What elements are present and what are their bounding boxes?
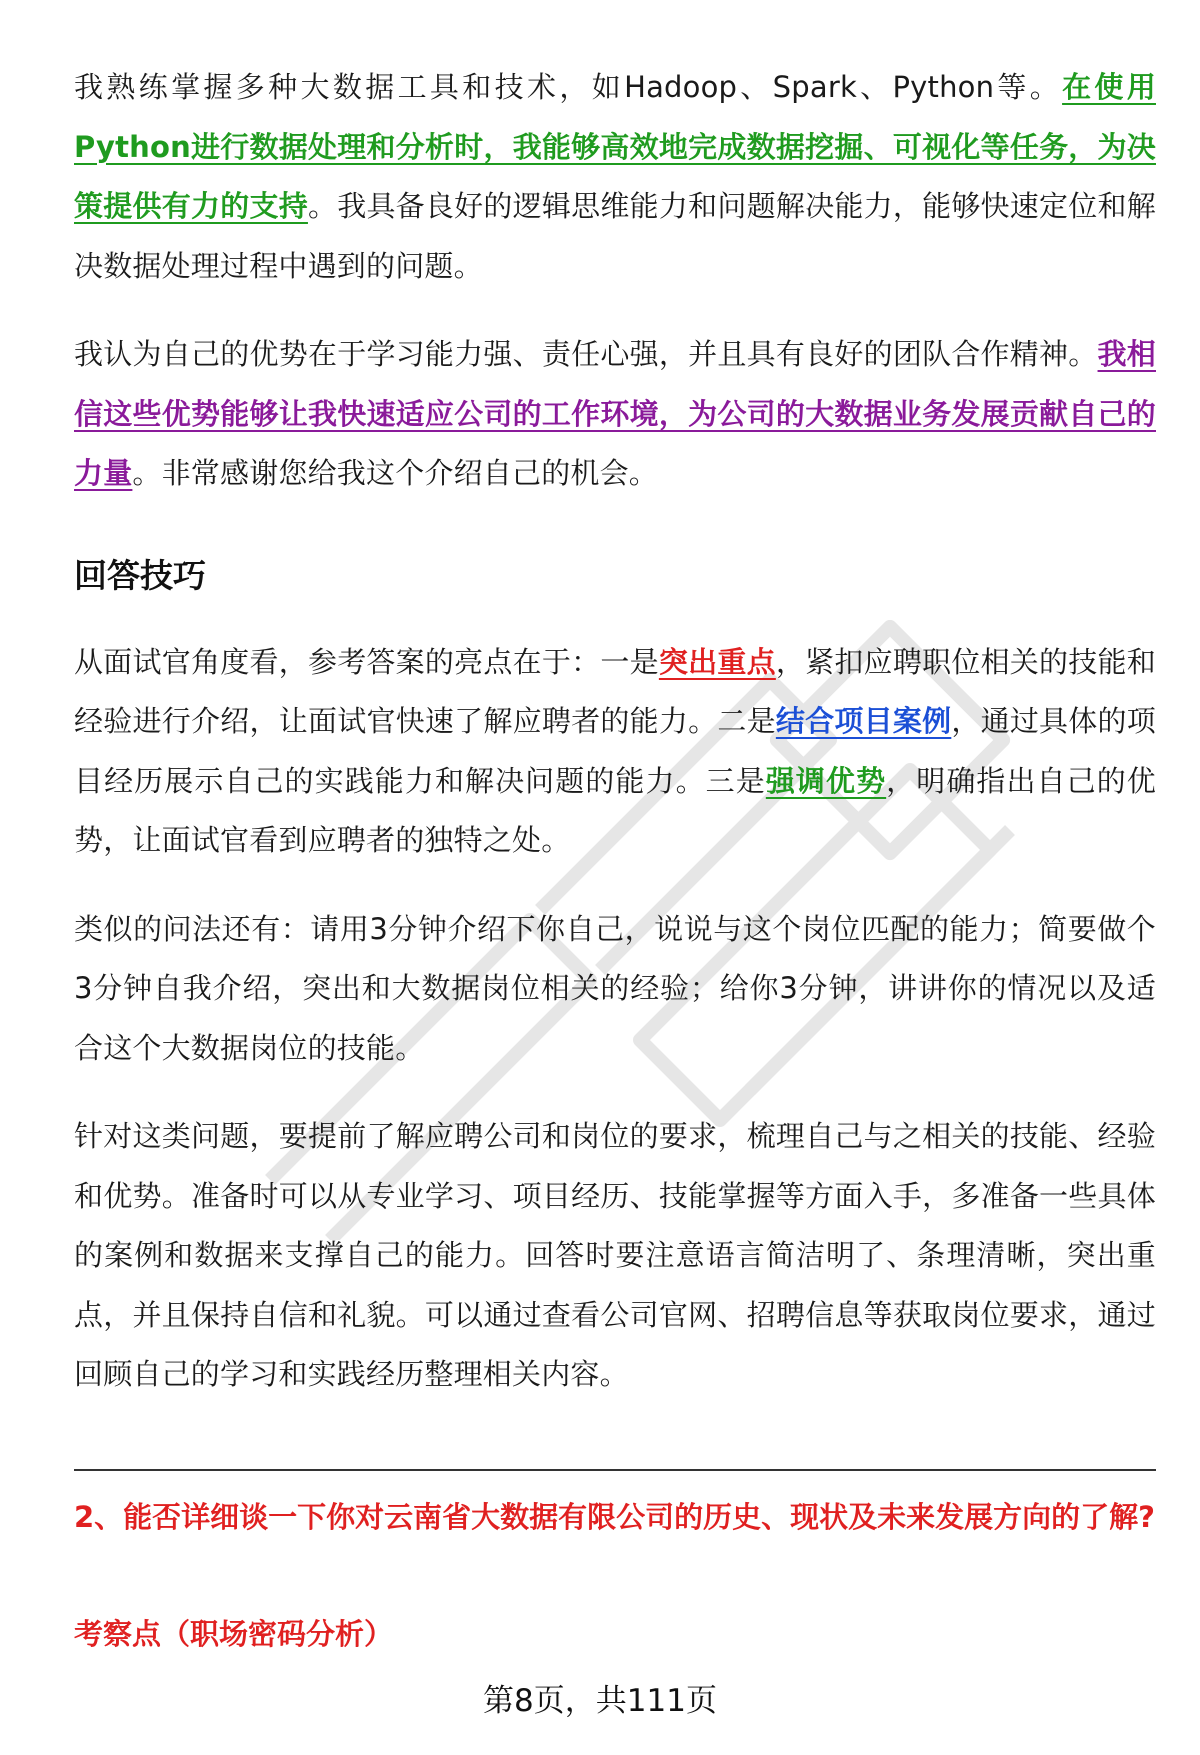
- section-title: 回答技巧: [74, 555, 206, 595]
- answer-p2-text-a: 我认为自己的优势在于学习能力强、责任心强，并且具有良好的团队合作精神。: [74, 337, 1098, 371]
- document-body: [74, 58, 1156, 1405]
- tips-paragraph-1: [74, 633, 1156, 871]
- question-heading: 2、能否详细谈一下你对云南省大数据有限公司的历史、现状及未来发展方向的了解?: [74, 1500, 1156, 1534]
- tips-highlight-strengths: 强调优势: [765, 763, 887, 798]
- tips-p1-text-e: ，通过具体的项目经历展示自己的实践能力和解决问题的能力。三是: [74, 704, 1156, 798]
- section-divider: [74, 1469, 1156, 1471]
- answer-p2-highlight: 我相信这些优势能够让我快速适应公司的工作环境，为公司的大数据业务发展贡献自己的力量: [74, 337, 1156, 490]
- tips-p1-text-a: 从面试官角度看，参考答案的亮点在于：一是: [74, 644, 659, 679]
- tips-highlight-focus: 突出重点: [658, 644, 776, 679]
- answer-paragraph-2: [74, 325, 1156, 504]
- tips-highlight-cases: 结合项目案例: [775, 704, 952, 738]
- answer-p2-text-c: 。非常感谢您给我这个介绍自己的机会。: [132, 456, 659, 490]
- tips-p1-text-g: ，明确指出自己的优势，让面试官看到应聘者的独特之处。: [74, 763, 1156, 857]
- answer-p1-text-c: 。我具备良好的逻辑思维能力和问题解决能力，能够快速定位和解决数据处理过程中遇到的问题。: [74, 189, 1156, 283]
- tips-paragraph-3: 针对这类问题，要提前了解应聘公司和岗位的要求，梳理自己与之相关的技能、经验和优势。准备时可以从专业学习、项目经历、技能掌握等方面入手，多准备一些具体的案例和数据来支撑自己的能力。回答时要注意语言简洁明了、条理清晰，突出重点，并且保持自信和礼貌。可以通过查看公司官网、招聘信息等获取岗位要求，通过回顾自己的学习和实践经历整理相关内容。: [74, 1119, 1156, 1391]
- tips-paragraph-2: 类似的问法还有：请用3分钟介绍下你自己，说说与这个岗位匹配的能力；简要做个3分钟自我介绍，突出和大数据岗位相关的经验；给你3分钟，讲讲你的情况以及适合这个大数据岗位的技能。: [74, 911, 1156, 1065]
- answer-p1-highlight: 在使用Python进行数据处理和分析时，我能够高效地完成数据挖掘、可视化等任务，为决策提供有力的支持: [74, 70, 1156, 223]
- answer-p1-text-a: 我熟练掌握多种大数据工具和技术，如Hadoop、Spark、Python等。: [74, 70, 1063, 104]
- answer-paragraph-1: [74, 58, 1156, 296]
- analysis-subheading: 考察点（职场密码分析）: [74, 1617, 394, 1651]
- page-number-footer: 第8页，共111页: [483, 1683, 717, 1719]
- tips-p1-text-c: ，紧扣应聘职位相关的技能和经验进行介绍，让面试官快速了解应聘者的能力。二是: [74, 644, 1156, 738]
